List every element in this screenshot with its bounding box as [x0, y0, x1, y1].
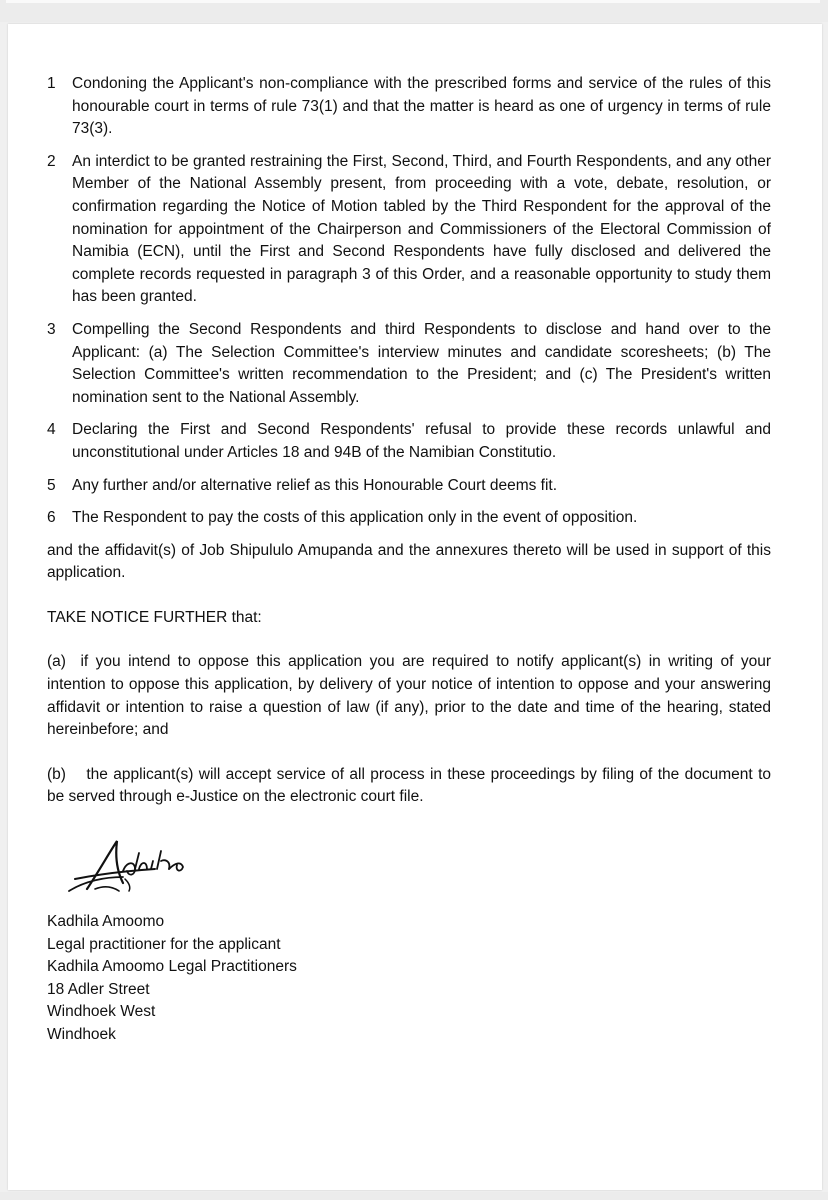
order-item-number: 4 [47, 421, 56, 439]
order-item-text: Compelling the Second Respondents and third Respondents to disclose and hand over to the Applicant: (a) The Selection Committee's interview minutes and candidate scoresheets; (b) The Selection Committee's written recommendation to the President; and (c) The President's written nomination sent to the National Assembly. [72, 320, 771, 406]
notice-item-a [47, 651, 771, 741]
order-item-number: 5 [47, 476, 56, 494]
bottom-edge [0, 1192, 828, 1200]
notice-item-letter: (b) [47, 765, 66, 783]
signatory-city: Windhoek [47, 1026, 116, 1043]
order-item-1 [47, 73, 771, 141]
handwritten-signature [65, 831, 195, 901]
order-item-number: 6 [47, 509, 56, 527]
order-item-3 [47, 319, 771, 409]
order-item-6 [47, 507, 771, 530]
document-body [47, 73, 771, 1047]
order-item-number: 1 [47, 75, 56, 92]
order-item-text: The Respondent to pay the costs of this application only in the event of opposition. [72, 509, 638, 527]
order-item-2 [47, 151, 771, 309]
order-item-text: Declaring the First and Second Respondents' refusal to provide these records unlawful and unconstitutional under Articles 18 and 94B of the Namibian Constitutio. [72, 421, 771, 461]
order-item-5 [47, 475, 771, 498]
order-item-text: An interdict to be granted restraining the First, Second, Third, and Fourth Respondents, and any other Member of the National Assembly present, from proceeding with a vote, debate, resolution, or confirmation regarding the Notice of Motion tabled by the Third Respondent for the approval of the nomination for appointment of the Chairperson and Commissioners of the Electoral Commission of Namibia (ECN), until the First and Second Respondents have fully disclosed and delivered the complete records requested in paragraph 3 of this Order, and a reasonable opportunity to study them has been granted. [72, 152, 771, 306]
notice-item-b [47, 764, 771, 809]
signature-drawing [65, 831, 195, 901]
signatory-firm: Kadhila Amoomo Legal Practitioners [47, 958, 297, 976]
order-item-text: Condoning the Applicant's non-compliance with the prescribed forms and service of the rules of this honourable court in terms of rule 73(1) and that the matter is heard as one of urgency in terms of rule 73(3). [72, 75, 771, 138]
order-item-4 [47, 419, 771, 464]
notice-item-letter: (a) [47, 653, 66, 671]
order-item-number: 3 [47, 320, 56, 338]
notice-heading: TAKE NOTICE FURTHER that: [47, 608, 262, 626]
notice-item-text: if you intend to oppose this application you are required to notify applicant(s) in writing of your intention to oppose this application, by delivery of your notice of intention to oppose and your answering affidavit or intention to raise a question of law (if any), prior to the date and time of the hearing, stated hereinbefore; and [47, 653, 772, 739]
top-edge [0, 0, 828, 22]
signatory-name: Kadhila Amoomo [47, 913, 165, 931]
order-item-number: 2 [47, 152, 56, 170]
signatory-title: Legal practitioner for the applicant [47, 935, 281, 953]
signatory-suburb: Windhoek West [47, 1003, 156, 1021]
affidavit-paragraph: and the affidavit(s) of Job Shipululo Amupanda and the annexures thereto will be used in support of this application. [47, 541, 771, 582]
signatory-block [47, 911, 771, 1047]
notice-item-text: the applicant(s) will accept service of all process in these proceedings by filing of the document to be served through e-Justice on the electronic court file. [47, 765, 771, 806]
signatory-street: 18 Adler Street [47, 980, 150, 998]
order-item-text: Any further and/or alternative relief as this Honourable Court deems fit. [72, 476, 558, 494]
